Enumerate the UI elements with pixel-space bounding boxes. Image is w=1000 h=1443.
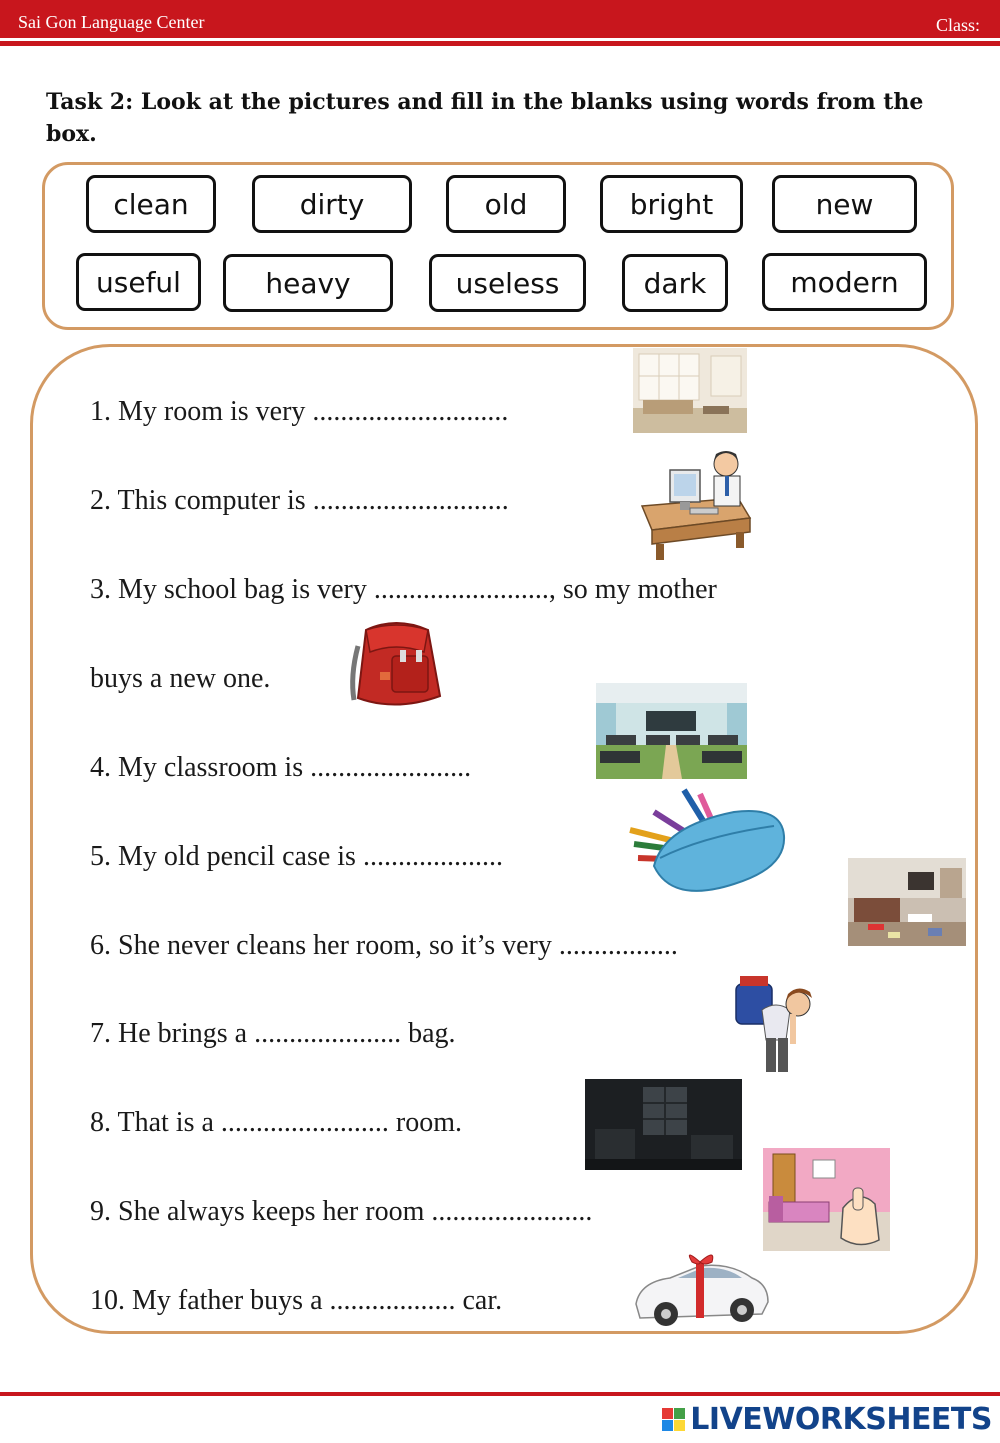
sentence-1[interactable]: 1. My room is very ............................ xyxy=(90,396,509,427)
new-car-gift-illustration-icon xyxy=(630,1248,772,1332)
word-dirty[interactable]: dirty xyxy=(252,175,412,233)
word-dark[interactable]: dark xyxy=(622,254,728,312)
red-school-bag-illustration-icon xyxy=(336,616,456,712)
task-title: Task 2: Look at the pictures and fill in the blanks using words from the box. xyxy=(46,89,924,147)
sentence-10[interactable]: 10. My father buys a .................. car. xyxy=(90,1285,503,1316)
word-modern[interactable]: modern xyxy=(762,253,927,311)
sentence-6[interactable]: 6. She never cleans her room, so it’s very ................. xyxy=(90,930,678,961)
bright-room-photo-icon xyxy=(633,348,747,433)
word-useful[interactable]: useful xyxy=(76,253,201,311)
boy-heavy-backpack-illustration-icon xyxy=(732,970,818,1076)
liveworksheets-logo xyxy=(662,1402,992,1437)
sentence-2[interactable]: 2. This computer is ............................ xyxy=(90,485,509,516)
sentence-3-continued: buys a new one. xyxy=(90,663,271,694)
class-label: Class: xyxy=(935,15,980,35)
messy-room-photo-icon xyxy=(848,858,966,946)
logo-grid-icon xyxy=(662,1408,686,1432)
word-clean[interactable]: clean xyxy=(86,175,216,233)
header-divider xyxy=(0,41,1000,46)
sentence-3[interactable]: 3. My school bag is very ........................., so my mother xyxy=(90,574,717,605)
word-new[interactable]: new xyxy=(772,175,917,233)
header-bar xyxy=(0,0,1000,38)
word-old[interactable]: old xyxy=(446,175,566,233)
dark-room-photo-icon xyxy=(585,1079,742,1170)
sentence-4[interactable]: 4. My classroom is ....................... xyxy=(90,752,472,783)
boy-at-computer-illustration-icon xyxy=(638,446,752,562)
pencil-case-illustration-icon xyxy=(624,786,788,906)
word-useless[interactable]: useless xyxy=(429,254,586,312)
sentence-7[interactable]: 7. He brings a ..................... bag. xyxy=(90,1018,456,1049)
word-bright[interactable]: bright xyxy=(600,175,743,233)
sentence-5[interactable]: 5. My old pencil case is .................... xyxy=(90,841,503,872)
sentence-9[interactable]: 9. She always keeps her room ....................... xyxy=(90,1196,593,1227)
footer-divider xyxy=(0,1392,1000,1396)
clean-pink-room-illustration-icon xyxy=(763,1148,890,1251)
modern-classroom-photo-icon xyxy=(596,683,747,779)
center-name: Sai Gon Language Center xyxy=(18,12,205,32)
sentence-8[interactable]: 8. That is a ........................ room. xyxy=(90,1107,463,1138)
logo-text: LIVEWORKSHEETS xyxy=(690,1402,992,1437)
word-heavy[interactable]: heavy xyxy=(223,254,393,312)
